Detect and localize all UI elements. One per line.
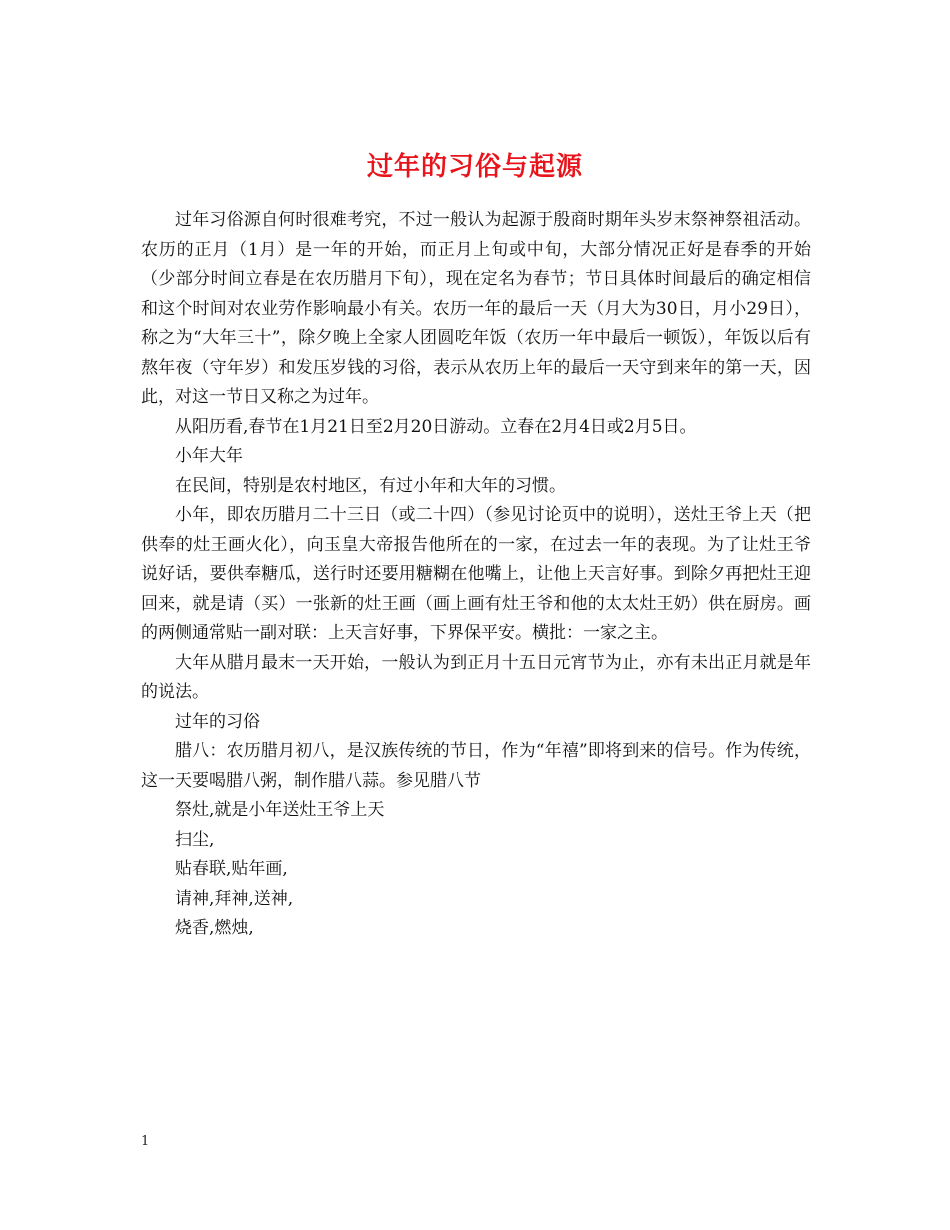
document-body <box>141 206 811 944</box>
paragraph-laba: 腊八：农历腊月初八，是汉族传统的节日，作为“年禧”即将到来的信号。作为传统，这一天要喝腊八粥，制作腊八蒜。参见腊八节 <box>141 741 811 791</box>
paragraph-origin: 过年习俗源自何时很难考究，不过一般认为起源于殷商时期年头岁末祭神祭祖活动。农历的正月（1月）是一年的开始，而正月上旬或中旬，大部分情况正好是春季的开始（少部分时间立春是在农历腊月下旬），现在定名为春节；节日具体时间最后的确定相信和这个时间对农业劳作影响最小有关。农历一年的最后一天（月大为30日，月小29日），称之为“大年三十”，除夕晚上全家人团圆吃年饭（农历一年中最后一顿饭），年饭以后有熬年夜（守年岁）和发压岁钱的习俗，表示从农历上年的最后一天守到来年的第一天，因此，对这一节日又称之为过年。 <box>141 210 811 407</box>
paragraph-big-year: 大年从腊月最末一天开始，一般认为到正月十五日元宵节为止，亦有未出正月就是年的说法。 <box>141 652 811 702</box>
list-item-kitchen-god: 祭灶,就是小年送灶王爷上天 <box>175 800 385 820</box>
list-item-gods: 请神,拜神,送神, <box>175 888 294 909</box>
page-number: 1 <box>141 1134 150 1149</box>
paragraph-folk-custom: 在民间，特别是农村地区，有过小年和大年的习惯。 <box>175 475 566 496</box>
heading-new-year-customs: 过年的习俗 <box>175 711 260 732</box>
paragraph-solar-calendar: 从阳历看,春节在1月21日至2月20日游动。立春在2月4日或2月5日。 <box>175 416 697 437</box>
list-item-sweep-dust: 扫尘, <box>175 829 215 850</box>
list-item-incense: 烧香,燃烛, <box>175 918 254 938</box>
heading-small-big-year: 小年大年 <box>175 446 243 466</box>
paragraph-small-year: 小年，即农历腊月二十三日（或二十四）（参见讨论页中的说明），送灶王爷上天（把供奉的灶王画火化），向玉皇大帝报告他所在的一家，在过去一年的表现。为了让灶王爷说好话，要供奉糖瓜，送行时还要用糖糊在他嘴上，让他上天言好事。到除夕再把灶王迎回来，就是请（买）一张新的灶王画（画上画有灶王爷和他的太太灶王奶）供在厨房。画的两侧通常贴一副对联：上天言好事，下界保平安。横批：一家之主。 <box>141 505 811 643</box>
list-item-couplets: 贴春联,贴年画, <box>175 859 288 879</box>
document-title: 过年的习俗与起源 <box>366 152 583 183</box>
